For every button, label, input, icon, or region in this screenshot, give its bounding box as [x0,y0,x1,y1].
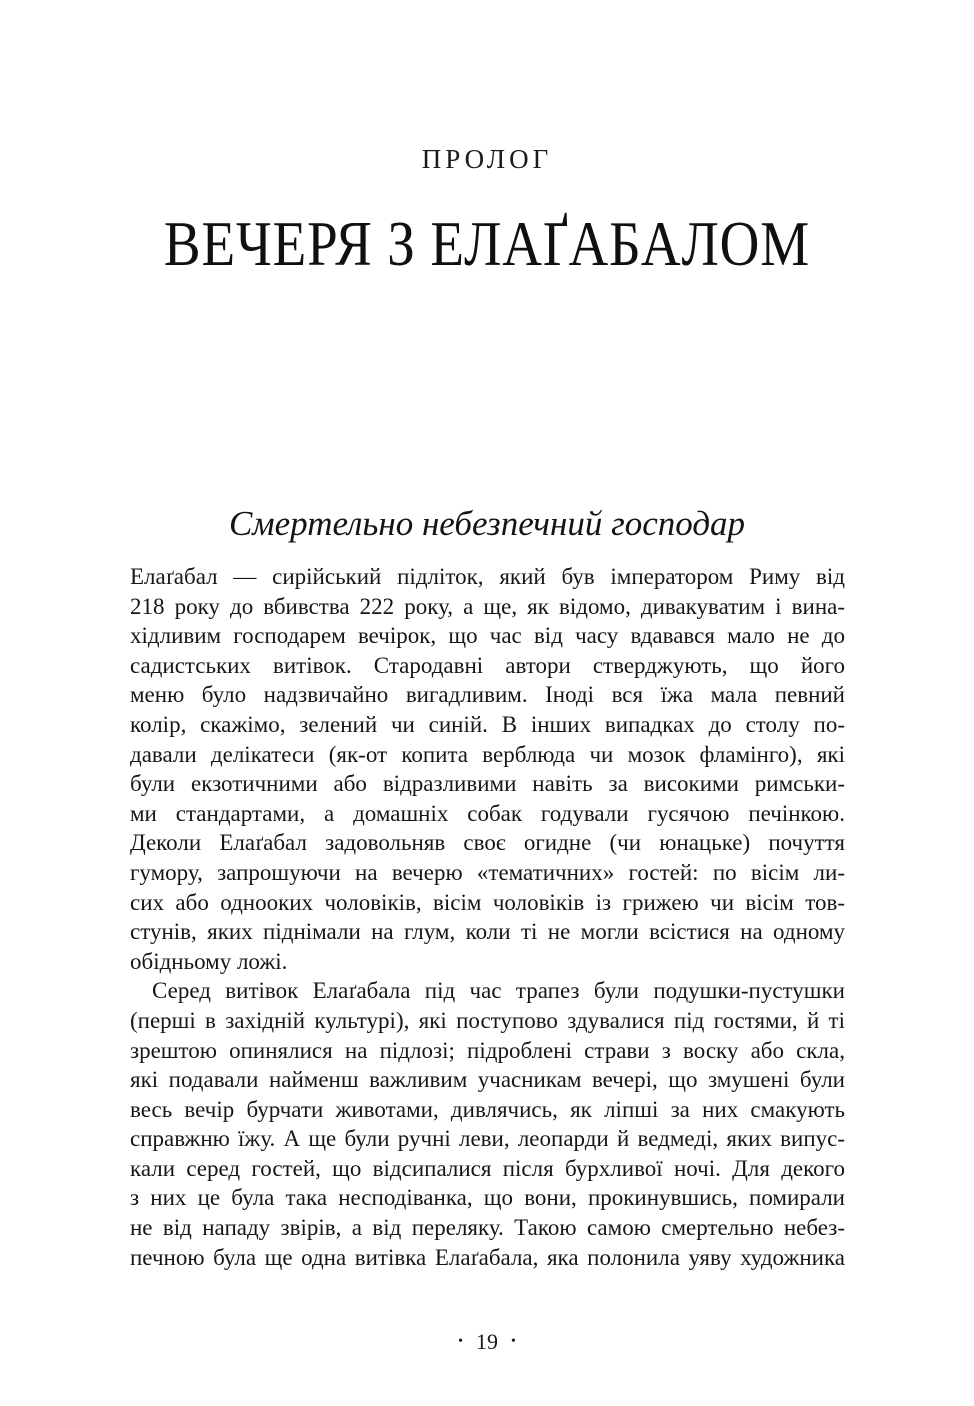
text-line: ми стандартами, а домашніх собак годували гусячою печінкою. [130,800,845,826]
chapter-title: ВЕЧЕРЯ З ЕЛАҐАБАЛОМ [163,208,811,279]
text-line: (перші в західній культурі), які поступово здувалися під гостями, й ті [130,1007,845,1033]
text-line: сих або однооких чоловіків, вісім чоловіків із грижею чи вісім тов- [130,889,845,915]
text-line: весь вечір бурчати животами, дивлячись, як ліпші за них смакують [130,1096,845,1122]
text-line: не від нападу звірів, а від переляку. Такою самою смертельно небез- [130,1215,845,1241]
text-line: були екзотичними або відразливими навіть за високими римськи- [130,771,845,797]
section-label: ПРОЛОГ [421,144,553,174]
text-line: садистських витівок. Стародавні автори стверджують, що його [130,652,845,678]
text-line: справжню їжу. А ще були ручні леви, леопарди й ведмеді, яких випус- [130,1126,845,1152]
text-line: хідливим господарем вечірок, що час від часу вдавався мало не до [130,623,845,649]
text-line: Серед витівок Елаґабала під час трапез були подушки-пустушки [152,978,845,1004]
text-line: колір, скажімо, зелений чи синій. В інших випадках до столу по- [130,711,845,737]
text-line: давали делікатеси (як-от копита верблюда чи мозок фламінго), які [130,741,845,767]
text-line: які подавали найменш важливим учасникам вечері, що змушені були [130,1067,845,1093]
body-text [130,562,845,1272]
text-line: меню було надзвичайно вигадливим. Іноді вся їжа мала певний [130,682,845,708]
footer-dot-right: • [511,1334,516,1349]
text-line: з них це була така несподіванка, що вони, прокинувшись, помирали [130,1185,845,1211]
footer-dot-left: • [458,1334,463,1349]
page-number: 19 [476,1329,498,1354]
chapter-subtitle: Смертельно небезпечний господар [228,504,746,543]
page-footer [0,1331,974,1353]
text-line: гумору, запрошуючи на вечерю «тематичних» гостей: по вісім ли- [130,859,845,885]
text-line: кали серед гостей, що відсипалися після бурхливої ночі. Для декого [130,1155,845,1181]
text-line: стунів, яких піднімали на глум, коли ті не могли всістися на одному [130,919,845,945]
text-line: Елаґабал — сирійський підліток, який був імператором Риму від [130,564,845,589]
text-line: обідньому ложі. [130,948,288,974]
text-line: Деколи Елаґабал задовольняв своє огидне (чи юнацьке) почуття [130,830,845,856]
text-line: 218 року до вбивства 222 року, а ще, як відомо, дивакуватим і вина- [130,593,845,619]
text-line: печною була ще одна витівка Елаґабала, яка полонила уяву художника [130,1244,845,1270]
text-line: зрештою опинялися на підлозі; підроблені страви з воску або скла, [130,1037,845,1063]
